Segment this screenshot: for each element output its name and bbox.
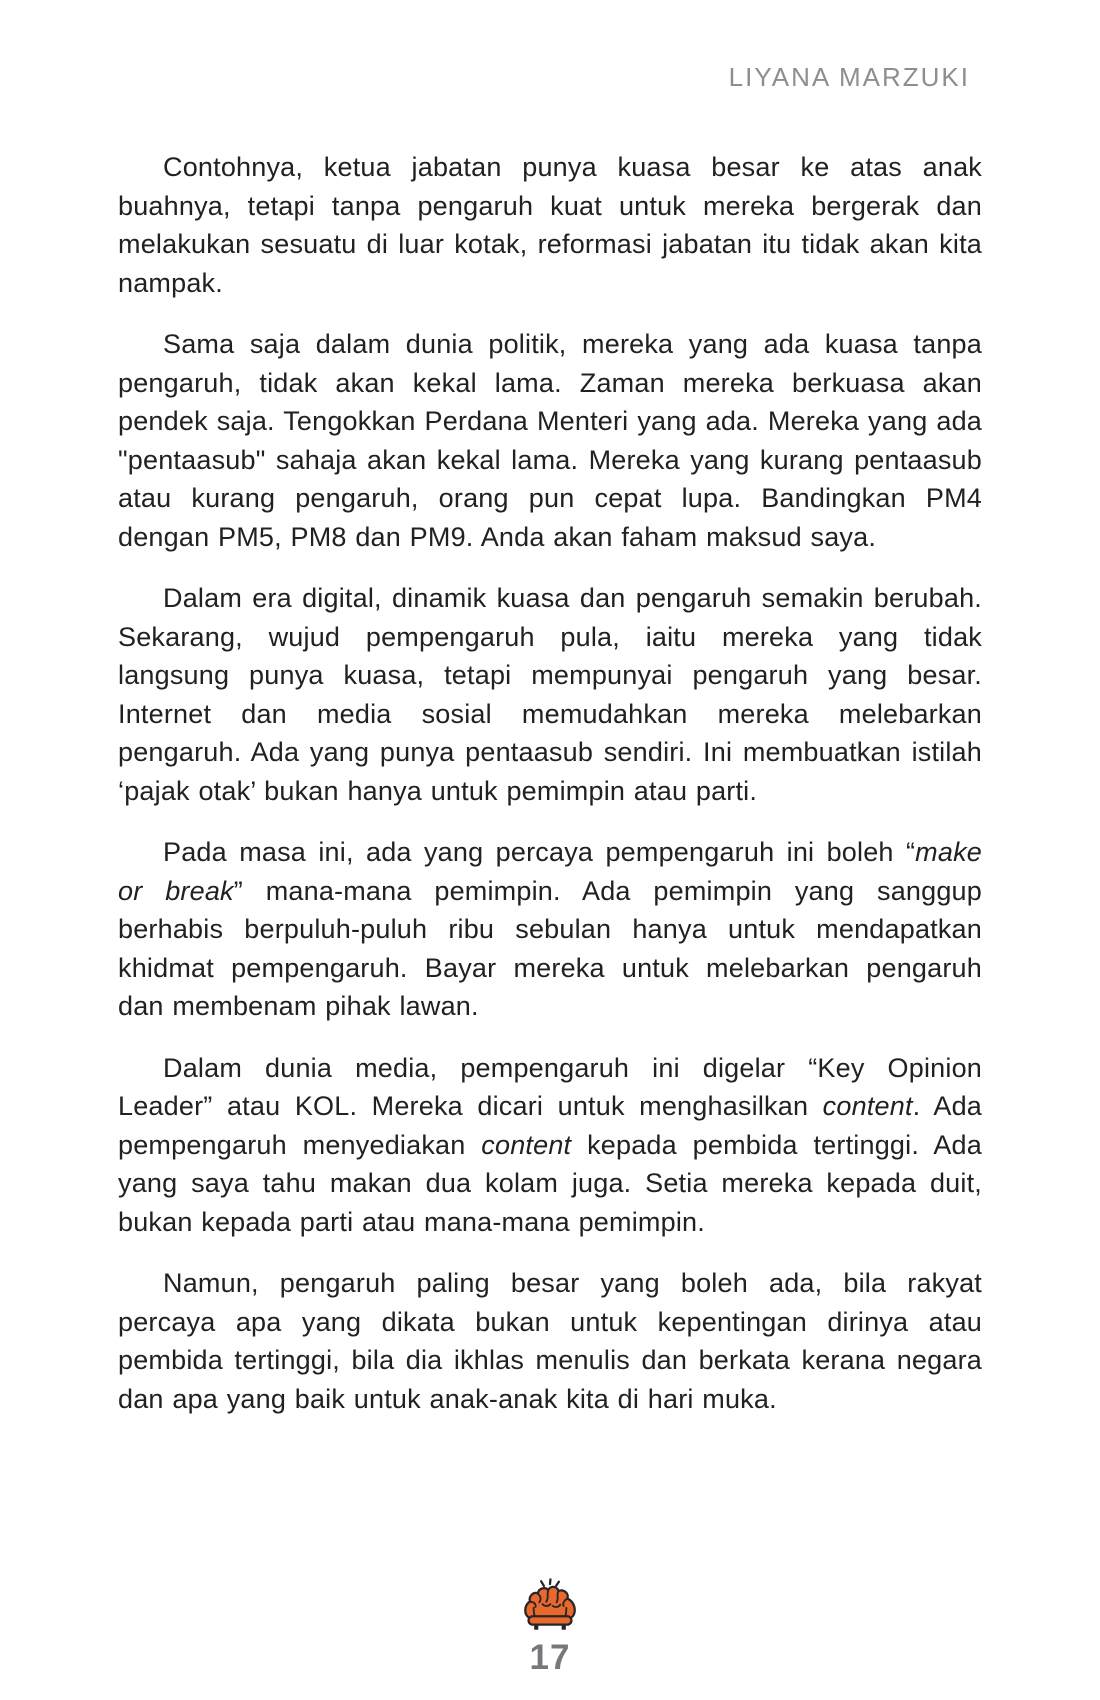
paragraph	[118, 833, 982, 1026]
text-run: Sama saja dalam dunia politik, mereka yang ada kuasa tanpa pengaruh, tidak akan kekal lama. Zaman mereka berkuasa akan pendek saja. Tengokkan Perdana Menteri yang ada. Mereka yang ada "pentaasub" sahaja akan kekal lama. Mereka yang kurang pentaasub atau kurang pengaruh, orang pun cepat lupa. Bandingkan PM4 dengan PM5, PM8 dan PM9. Anda akan faham maksud saya.	[118, 329, 982, 552]
text-run: Contohnya, ketua jabatan punya kuasa besar ke atas anak buahnya, tetapi tanpa pengaruh kuat untuk mereka bergerak dan melakukan sesuatu di luar kotak, reformasi jabatan itu tidak akan kita nampak.	[118, 152, 982, 298]
page-header-author: LIYANA MARZUKI	[728, 62, 970, 92]
italic-text-run: make or break	[118, 837, 982, 906]
page-number: 17	[529, 1638, 571, 1677]
text-run: Dalam dunia media, pempengaruh ini digelar “Key Opinion Leader” atau KOL. Mereka dicari untuk menghasilkan	[118, 1052, 982, 1121]
paragraph	[118, 579, 982, 810]
sofa-foot-left	[534, 1625, 538, 1630]
paragraph	[118, 1049, 982, 1242]
italic-text-run: content	[481, 1129, 572, 1160]
text-run: Namun, pengaruh paling besar yang boleh ada, bila rakyat percaya apa yang dikata bukan untuk kepentingan dirinya atau pembida tertinggi, bila dia ikhlas menulis dan berkata kerana negara dan apa yang baik untuk anak-anak kita di hari muka.	[118, 1268, 982, 1414]
paragraph	[118, 148, 982, 302]
text-run: . Ada pempengaruh menyediakan	[118, 1091, 982, 1160]
body-text	[118, 148, 982, 1418]
text-run: ” mana-mana pemimpin. Ada pemimpin yang sanggup berhabis berpuluh-puluh ribu sebulan hanya untuk mendapatkan khidmat pempengaruh. Bayar mereka untuk melebarkan pengaruh dan membenam pihak lawan.	[118, 875, 982, 1021]
text-run: kepada pembida tertinggi. Ada yang saya tahu makan dua kolam juga. Setia mereka kepada duit, bukan kepada parti atau mana-mana pemimpin.	[118, 1129, 982, 1237]
sofa-body	[525, 1587, 574, 1630]
sofa-foot-right	[562, 1625, 566, 1630]
sparkle-lines	[541, 1579, 559, 1586]
paragraph	[118, 325, 982, 556]
italic-text-run: content	[822, 1091, 913, 1121]
brain-sofa-icon	[522, 1578, 578, 1634]
text-run: Dalam era digital, dinamik kuasa dan pengaruh semakin berubah. Sekarang, wujud pempengaruh pula, iaitu mereka yang tidak langsung punya kuasa, tetapi mempunyai pengaruh yang besar. Internet dan media sosial memudahkan mereka melebarkan pengaruh. Ada yang punya pentaasub sendiri. Ini membuatkan istilah ‘pajak otak’ bukan hanya untuk pemimpin atau parti.	[118, 583, 982, 806]
sofa-seat	[529, 1616, 572, 1624]
text-run: Pada masa ini, ada yang percaya pempengaruh ini boleh “	[163, 837, 916, 867]
paragraph	[118, 1264, 982, 1418]
